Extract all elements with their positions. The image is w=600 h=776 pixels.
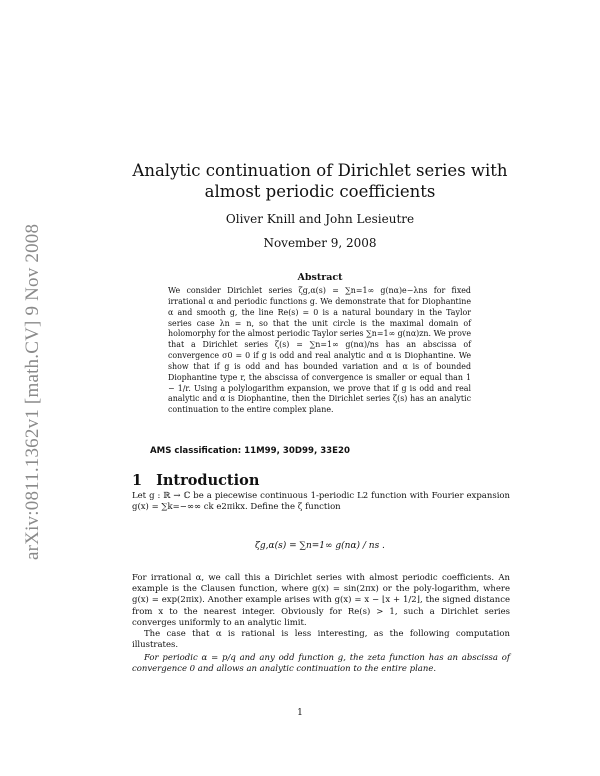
zeta-equation: ζg,α(s) = ∑n=1∞ g(nα) / ns . (255, 541, 385, 551)
section-number: 1 (132, 472, 143, 489)
title-line-1: Analytic continuation of Dirichlet series with (132, 161, 508, 180)
paragraph-3: The case that α is rational is less interesting, as the following computation illustrates. (132, 629, 510, 651)
page-number: 1 (297, 708, 303, 718)
ams-classification: AMS classification: 11M99, 30D99, 33E20 (150, 446, 350, 456)
date: November 9, 2008 (263, 236, 377, 250)
paper-title (120, 160, 520, 202)
paragraph-1: Let g : ℝ → ℂ be a piecewise continuous 1-periodic L2 function with Fourier expansion g(x) = ∑k=−∞∞ ck e2πikx. Define the ζ function (132, 491, 510, 513)
title-line-2: almost periodic coefficients (204, 182, 436, 201)
paragraph-2: For irrational α, we call this a Dirichlet series with almost periodic coefficients. An example is the Clausen function, where g(x) = sin(2πx) or the poly-logarithm, where g(x) = exp(2πix). Another example arises with g(x) = x − ⌊x + 1/2⌋, the signed distance from x to the nearest integer. Obviously for Re(s) > 1, such a Dirichlet series converges uniformly to an analytic limit. (132, 573, 510, 628)
section-title: Introduction (156, 472, 260, 489)
arxiv-identifier: arXiv:0811.1362v1 [math.CV] 9 Nov 2008 (22, 223, 43, 560)
section-heading (132, 472, 259, 489)
paragraph-4: For periodic α = p/q and any odd function g, the zeta function has an abscissa of convergence 0 and allows an analytic continuation to the entire plane. (132, 653, 510, 675)
abstract-text: We consider Dirichlet series ζg,α(s) = ∑n=1∞ g(nα)e−λns for fixed irrational α and periodic functions g. We demonstrate that for Diophantine α and smooth g, the line Re(s) = 0 is a natural boundary in the Taylor series case λn = n, so that the unit circle is the maximal domain of holomorphy for the almost periodic Taylor series ∑n=1∞ g(nα)zn. We prove that a Dirichlet series ζ(s) = ∑n=1∞ g(nα)/ns has an abscissa of convergence σ0 = 0 if g is odd and real analytic and α is Diophantine. We show that if g is odd and has bounded variation and α is of bounded Diophantine type r, the abscissa of convergence is smaller or equal than 1 − 1/r. Using a polylogarithm expansion, we prove that if g is odd and real analytic and α is Diophantine, then the Dirichlet series ζ(s) has an analytic continuation to the entire complex plane. (168, 286, 471, 415)
authors: Oliver Knill and John Lesieutre (225, 212, 415, 226)
abstract-heading: Abstract (297, 272, 343, 283)
